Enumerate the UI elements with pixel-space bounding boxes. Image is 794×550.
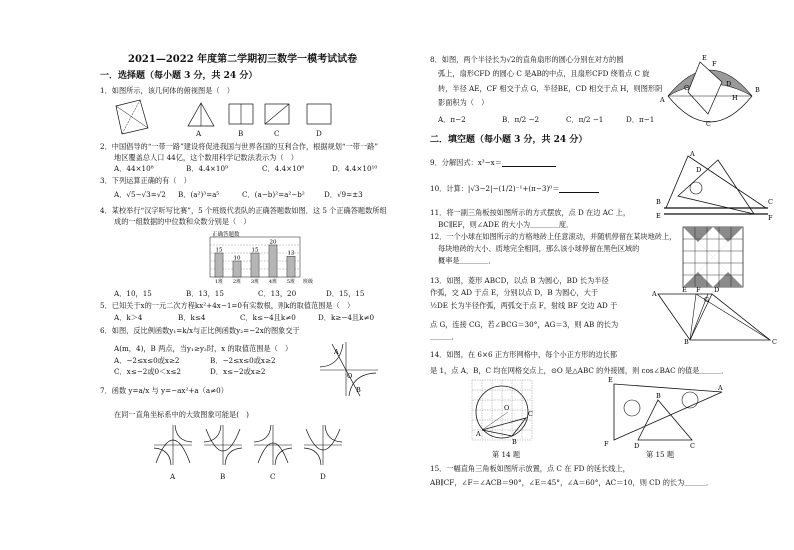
q8-line4: 影面积为（ ） bbox=[438, 98, 489, 107]
q11-fig-label-d: D bbox=[696, 166, 702, 174]
q7-line1: 7．函数 y=a/x 与 y=−ax²+a（a≠0） bbox=[100, 386, 228, 395]
q13-fig-label-f: F bbox=[696, 286, 701, 294]
q15-fig-label-d: D bbox=[634, 442, 640, 450]
q9-text: 9．分解因式：x³−x＝ bbox=[430, 158, 556, 167]
q2-option-a: A．44×10⁸ bbox=[114, 164, 154, 173]
q14-grid-circle-figure bbox=[466, 378, 542, 448]
q14-fig-label-c: C bbox=[528, 410, 533, 418]
q11-fig-label-e: E bbox=[656, 212, 661, 220]
q8-option-b: B．π/2 −2 bbox=[502, 115, 540, 124]
q7-option-c-graph bbox=[252, 423, 294, 467]
q15-fig-label-f: F bbox=[604, 440, 609, 448]
q11-line2: BC∥EF，则∠ADE 的大小为＿＿＿＿度． bbox=[438, 220, 574, 229]
q6-option-a: A．−2≤x≤0或x≥2 bbox=[114, 356, 180, 365]
q4-option-b: B．13，15 bbox=[186, 289, 224, 298]
q12-tile-grid bbox=[682, 226, 744, 288]
q4-chart-title: 正确答题数 bbox=[212, 232, 240, 238]
q4-chart-bar bbox=[251, 253, 259, 277]
q3-text: 3．下列运算正确的有（ ） bbox=[100, 176, 191, 185]
q3-option-a: A．√5−√3=√2 bbox=[114, 190, 166, 199]
q13-fig-label-c: C bbox=[772, 338, 777, 346]
q14-line2: 是 1，点 A，B，C 均在网格交点上，⊙O 是△ABC 的外接圆，则 cos∠BAC 的值是＿＿＿． bbox=[430, 366, 729, 375]
q2-option-d: D．4.4×10¹⁰ bbox=[332, 164, 378, 173]
q13-line5: ＿＿＿． bbox=[430, 332, 459, 341]
q1-label-c: C bbox=[274, 129, 280, 138]
q4-option-c: C．13，20 bbox=[258, 289, 297, 298]
exam-title: 2021—2022 年度第二学期初三数学一模考试试卷 bbox=[128, 54, 358, 65]
q3-option-c: C．(a−b)²=a²−b² bbox=[242, 190, 305, 199]
q14-fig-label-b: B bbox=[512, 438, 517, 446]
q8-fig-label-g: G bbox=[684, 84, 690, 92]
q11-triangle-figure bbox=[656, 152, 774, 224]
q3-option-b: B．(a²)³=a⁵ bbox=[178, 190, 220, 199]
q15-line1: 15．一幅直角三角板如图所示放置，点 C 在 FD 的延长线上， bbox=[430, 464, 630, 473]
q6-function-graph bbox=[316, 340, 380, 398]
q8-line1: 8．如图，两个半径长为√2的直角扇形的圆心分别在对方的圆 bbox=[430, 55, 624, 64]
q14-fig-label-a: A bbox=[476, 430, 481, 438]
q4-chart-xlabel: 班级 bbox=[303, 279, 314, 285]
q11-fig-label-b: B bbox=[656, 198, 661, 206]
q5-option-d: D．k≥−4且k≠0 bbox=[318, 313, 375, 322]
q11-fig-label-a: A bbox=[690, 150, 695, 158]
q13-fig-label-b: B bbox=[684, 338, 689, 346]
q7-option-b-graph bbox=[202, 423, 244, 467]
q4-line2: 成的一组数据的中位数和众数分别是（ ） bbox=[114, 217, 251, 226]
q8-fig-label-b: B bbox=[755, 86, 760, 94]
q8-fig-label-c: C bbox=[706, 120, 711, 128]
q2-line1: 2．中国倡导的“一带一路”建设将促进我国与世界各国的互利合作，根据规划“一带一路” bbox=[100, 142, 379, 151]
q4-chart-value-label: 15 bbox=[251, 247, 259, 254]
q12-line3: 概率是＿＿＿＿． bbox=[438, 256, 496, 265]
q11-fig-label-c: C bbox=[768, 198, 773, 206]
q10-text: 10．计算：|√3−2|−(1/2)⁻¹+(π−3)⁰＝ bbox=[430, 184, 599, 193]
q5-option-a: A．k＞4 bbox=[114, 313, 143, 322]
q13-fig-label-g: G bbox=[704, 296, 710, 304]
q3-option-d: D．√9=±3 bbox=[324, 190, 363, 199]
q13-rhombus-figure bbox=[652, 286, 780, 344]
q4-chart-bar bbox=[233, 261, 241, 277]
q4-chart-bar bbox=[287, 256, 295, 277]
svg-text:A: A bbox=[334, 348, 339, 356]
q13-fig-label-d: D bbox=[714, 286, 720, 294]
q11-fig-label-f: F bbox=[768, 214, 773, 222]
svg-text:O: O bbox=[347, 372, 353, 380]
q4-chart-value-label: 15 bbox=[215, 247, 223, 254]
q4-chart-value-label: 10 bbox=[233, 255, 241, 262]
q1-label-d: D bbox=[316, 129, 322, 138]
q8-fig-label-a: A bbox=[660, 96, 665, 104]
q4-chart-value-label: 20 bbox=[269, 239, 277, 246]
q1-option-b-figure bbox=[228, 103, 254, 125]
q15-fig-label-b: B bbox=[656, 392, 661, 400]
q15-fig-label-e: E bbox=[608, 376, 613, 384]
q4-chart-category-label: 2班 bbox=[232, 279, 242, 285]
q2-option-b: B．4.4×10⁹ bbox=[186, 164, 228, 173]
q1-solid-figure bbox=[112, 98, 152, 136]
q12-line1: 12．一个小球在如图所示的方格地砖上任意滚动，并随机停留在某块地砖上， bbox=[430, 232, 677, 241]
q4-line1: 4．某校举行“汉字听写比赛”，5 个班级代表队的正确答题数如图．这 5 个正确答题数所组 bbox=[100, 206, 387, 215]
q1-text: 1．如图所示，该几何体的俯视图是（ ） bbox=[100, 86, 234, 95]
svg-text:B: B bbox=[356, 386, 361, 394]
q8-line3: 转，半径 AE，CF 相交于点 G，半径BE，CD 相交于点 H，则图形阴 bbox=[438, 84, 663, 93]
q7-option-d-graph bbox=[302, 423, 344, 467]
q8-line2: 弧上，扇形CFD 的圆心 C 是AB的中点，且扇形CFD 绕着点 C 旋 bbox=[438, 69, 650, 78]
q4-option-a: A．10，15 bbox=[114, 289, 152, 298]
q8-fig-label-e: E bbox=[702, 54, 707, 62]
section-choice-heading: 一．选择题（每小题 3 分，共 24 分） bbox=[100, 71, 258, 81]
q4-option-d: D．15，15 bbox=[326, 289, 365, 298]
q13-line2: 作弧，交 AD 于点 E，分别以点 D，B 为圆心，大于 bbox=[430, 288, 599, 297]
q12-line2: 每块地砖的大小、质地完全相同，那么该小球停留在黑色区域的 bbox=[438, 244, 640, 253]
q6-option-d: D．x≤−2或x≥2 bbox=[210, 367, 266, 376]
q8-sector-figure bbox=[658, 52, 764, 128]
q15-fig-label-c: C bbox=[690, 442, 695, 450]
q15-caption: 第 15 题 bbox=[646, 450, 675, 459]
q6-line2: A(m，4)，B 两点，当y₁≥y₂时，x 的取值范围是（ ） bbox=[114, 344, 293, 353]
q15-fig-label-a: A bbox=[718, 384, 723, 392]
q13-fig-label-e: E bbox=[682, 286, 687, 294]
q1-label-b: B bbox=[238, 129, 244, 138]
q4-bar-chart bbox=[196, 229, 320, 287]
q6-option-b: B．−2≤x≤0或x≥2 bbox=[210, 356, 276, 365]
q1-option-a-figure bbox=[186, 102, 216, 128]
q14-caption: 第 14 题 bbox=[492, 450, 521, 459]
q7-label-a: A bbox=[170, 472, 176, 481]
q4-chart-category-label: 3班 bbox=[250, 279, 260, 285]
q5-option-c: C．k≤−4且k≠0 bbox=[240, 313, 296, 322]
q13-line3: ½DE 长为半径作弧，两弧交于点 F，射线 BF 交边 AD 于 bbox=[430, 301, 618, 310]
q1-label-a: A bbox=[196, 129, 202, 138]
q2-line2: 地区覆盖总人口 44亿，这个数用科学记数法表示为（ ） bbox=[114, 153, 298, 162]
q8-fig-label-d: D bbox=[726, 80, 732, 88]
q4-chart-category-label: 5班 bbox=[286, 279, 296, 285]
q4-chart-value-label: 13 bbox=[287, 250, 295, 257]
q1-option-c-figure bbox=[264, 103, 290, 125]
q5-text: 5．已知关于x的一元二次方程kx²+4x−1=0有实数根，则k的取值范围是（ ） bbox=[100, 301, 355, 310]
q13-line1: 13．如图，菱形 ABCD，以点 B 为圆心，BD 长为半径 bbox=[430, 276, 609, 285]
q9-answer-blank[interactable] bbox=[502, 159, 556, 167]
q7-option-a-graph bbox=[152, 423, 194, 467]
q7-label-b: B bbox=[220, 472, 226, 481]
q8-option-c: C．π/2 −1 bbox=[566, 115, 604, 124]
q15-line2: AB∥CF，∠F＝∠ACB＝90°，∠E＝45°，∠A＝60°，AC＝10，则 CD 的长为＿＿＿． bbox=[430, 478, 714, 487]
q1-option-d-figure bbox=[306, 103, 332, 125]
q7-line2: 在同一直角坐标系中的大致图象可能是( ) bbox=[114, 410, 249, 419]
q6-option-c: C．x≤−2或0＜x≤2 bbox=[114, 367, 181, 376]
section-fill-heading: 二．填空题（每小题 3 分，共 24 分） bbox=[430, 135, 588, 145]
q8-option-d: D．π−1 bbox=[626, 115, 655, 124]
q8-fig-label-f: F bbox=[712, 60, 717, 68]
q5-option-b: B．k≤4 bbox=[178, 313, 206, 322]
q8-option-a: A．π−2 bbox=[438, 115, 466, 124]
q11-line1: 11．将一副三角板按如图所示的方式摆放，点 D 在边 AC 上， bbox=[430, 208, 631, 217]
q13-line4: 点 G，连接 CG，若∠BCG＝30°，AG＝3，则 AB 的长为 bbox=[430, 320, 619, 329]
q8-fig-label-h: H bbox=[732, 94, 738, 102]
q13-fig-label-a: A bbox=[652, 290, 657, 298]
q6-line1: 6．如图，反比例函数y₁=k/x与正比例函数y₂=−2x的图象交于 bbox=[100, 326, 300, 335]
q7-label-d: D bbox=[320, 472, 326, 481]
q15-triangles-figure bbox=[600, 378, 726, 448]
q4-chart-bar bbox=[215, 253, 223, 277]
q2-option-c: C．4.4×10⁸ bbox=[262, 164, 305, 173]
q4-chart-bar bbox=[269, 245, 277, 277]
q10-answer-blank[interactable] bbox=[559, 185, 599, 193]
q14-fig-label-o: O bbox=[504, 404, 510, 412]
q4-chart-category-label: 4班 bbox=[268, 279, 278, 285]
q14-line1: 14．如图，在 6×6 正方形网格中，每个小正方形的边长都 bbox=[430, 350, 618, 359]
q4-chart-category-label: 1班 bbox=[214, 279, 224, 285]
q7-label-c: C bbox=[270, 472, 276, 481]
